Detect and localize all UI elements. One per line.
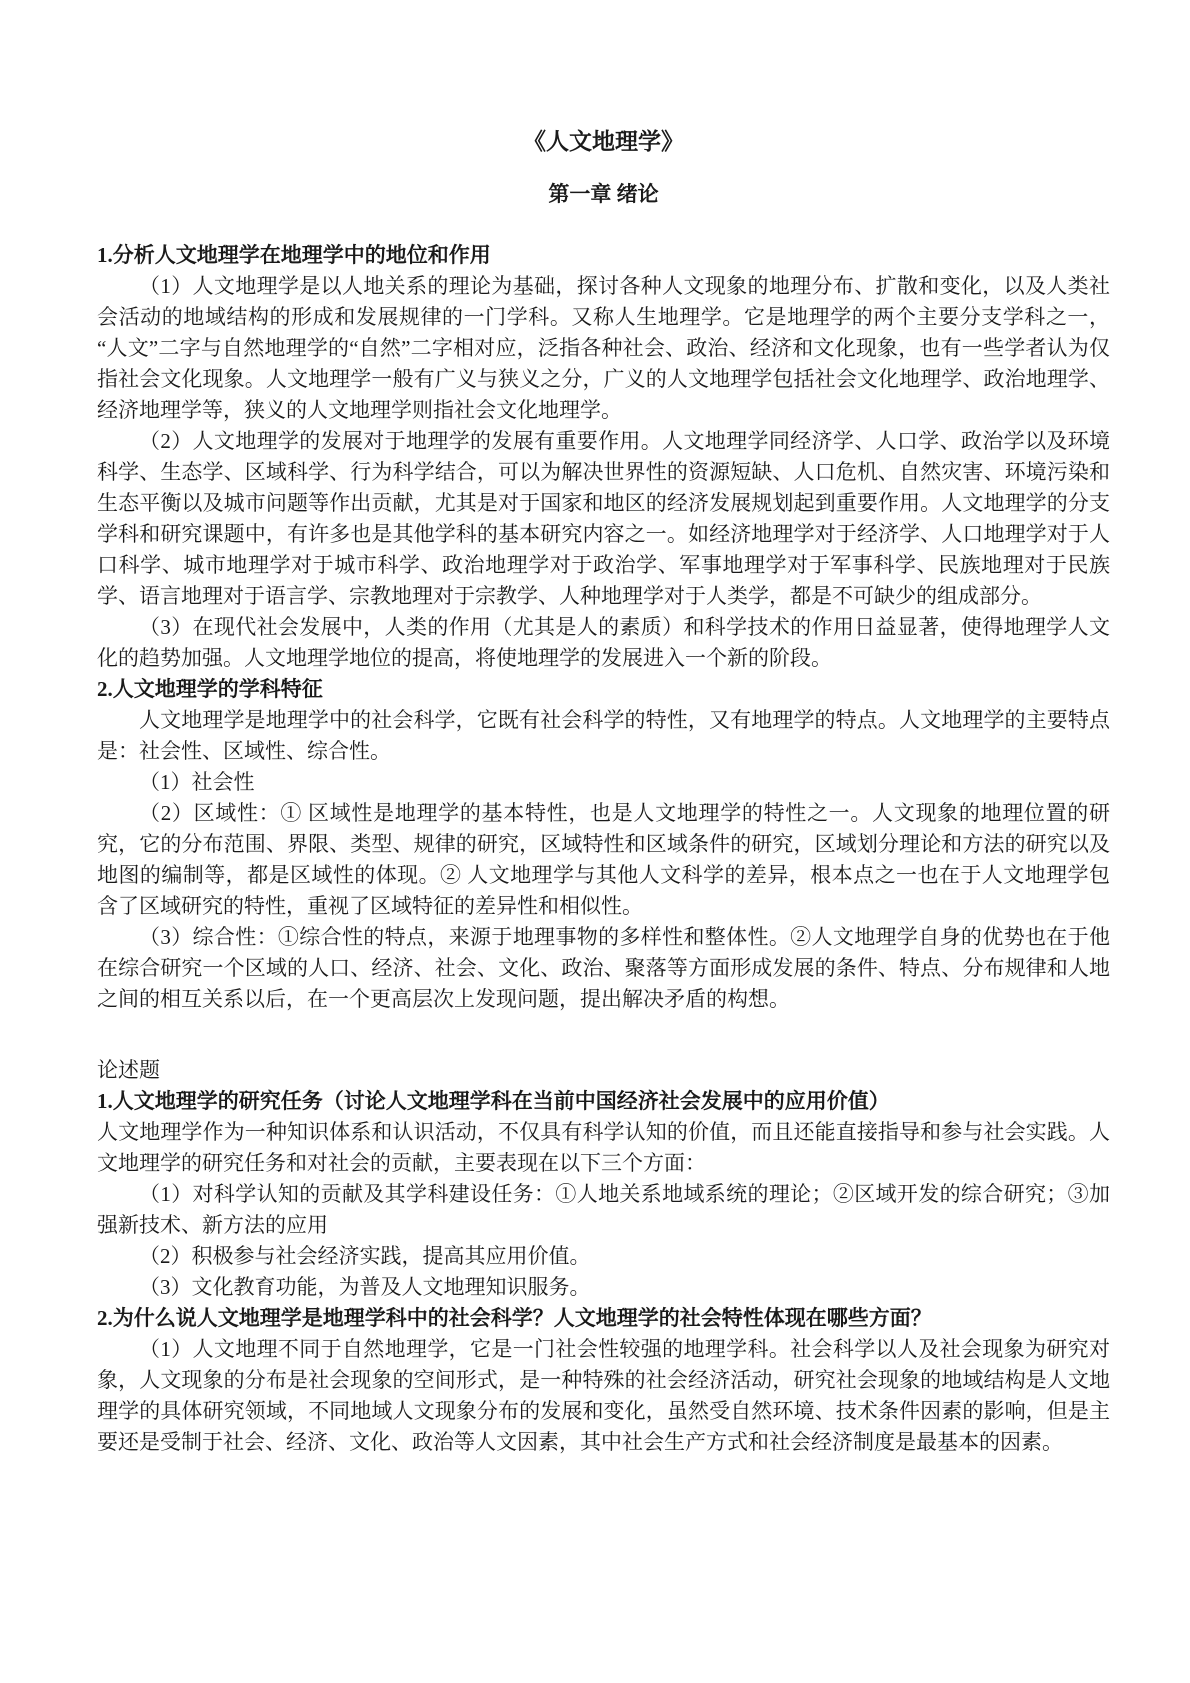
paragraph: （3）文化教育功能，为普及人文地理知识服务。 xyxy=(139,1275,591,1299)
paragraph: （3）综合性：①综合性的特点，来源于地理事物的多样性和整体性。②人文地理学自身的优势也在于他在综合研究一个区域的人口、经济、社会、文化、政治、聚落等方面形成发展的条件、特点、分布规律和人地之间的相互关系以后，在一个更高层次上发现问题，提出解决矛盾的构想。 xyxy=(97,925,1110,1011)
paragraph: （3）在现代社会发展中，人类的作用（尤其是人的素质）和科学技术的作用日益显著，使得地理学人文化的趋势加强。人文地理学地位的提高，将使地理学的发展进入一个新的阶段。 xyxy=(97,615,1110,670)
section-heading: 1.人文地理学的研究任务（讨论人文地理学科在当前中国经济社会发展中的应用价值） xyxy=(97,1089,890,1113)
paragraph: （2）积极参与社会经济实践，提高其应用价值。 xyxy=(139,1244,591,1268)
section-heading: 1.分析人文地理学在地理学中的地位和作用 xyxy=(97,243,491,267)
doc-title: 《人文地理学》 xyxy=(523,129,684,154)
section-heading: 2.人文地理学的学科特征 xyxy=(97,677,323,701)
paragraph: （1）对科学认知的贡献及其学科建设任务：①人地关系地域系统的理论；②区域开发的综合研究；③加强新技术、新方法的应用 xyxy=(97,1182,1110,1237)
paragraph: （1）人文地理学是以人地关系的理论为基础，探讨各种人文现象的地理分布、扩散和变化，以及人类社会活动的地域结构的形成和发展规律的一门学科。又称人生地理学。它是地理学的两个主要分支学科之一，“人文”二字与自然地理学的“自然”二字相对应，泛指各种社会、政治、经济和文化现象，也有一些学者认为仅指社会文化现象。人文地理学一般有广义与狭义之分，广义的人文地理学包括社会文化地理学、政治地理学、经济地理学等，狭义的人文地理学则指社会文化地理学。 xyxy=(97,274,1110,422)
paragraph: 论述题 xyxy=(97,1058,160,1082)
paragraph: （2）人文地理学的发展对于地理学的发展有重要作用。人文地理学同经济学、人口学、政治学以及环境科学、生态学、区域科学、行为科学结合，可以为解决世界性的资源短缺、人口危机、自然灾害、环境污染和生态平衡以及城市问题等作出贡献，尤其是对于国家和地区的经济发展规划起到重要作用。人文地理学的分支学科和研究课题中，有许多也是其他学科的基本研究内容之一。如经济地理学对于经济学、人口地理学对于人口科学、城市地理学对于城市科学、政治地理学对于政治学、军事地理学对于军事科学、民族地理对于民族学、语言地理对于语言学、宗教地理对于宗教学、人种地理学对于人类学，都是不可缺少的组成部分。 xyxy=(97,429,1110,608)
spacer xyxy=(97,1015,1110,1055)
section-heading: 2.为什么说人文地理学是地理学科中的社会科学？人文地理学的社会特性体现在哪些方面？ xyxy=(97,1306,932,1330)
paragraph: （1）社会性 xyxy=(139,770,255,794)
document-body xyxy=(97,240,1110,1458)
paragraph: 人文地理学是地理学中的社会科学，它既有社会科学的特性，又有地理学的特点。人文地理学的主要特点是：社会性、区域性、综合性。 xyxy=(97,708,1110,763)
paragraph: 人文地理学作为一种知识体系和认识活动，不仅具有科学认知的价值，而且还能直接指导和参与社会实践。人文地理学的研究任务和对社会的贡献，主要表现在以下三个方面： xyxy=(97,1120,1110,1175)
paragraph: （1）人文地理不同于自然地理学，它是一门社会性较强的地理学科。社会科学以人及社会现象为研究对象，人文现象的分布是社会现象的空间形式，是一种特殊的社会经济活动，研究社会现象的地域结构是人文地理学的具体研究领域，不同地域人文现象分布的发展和变化，虽然受自然环境、技术条件因素的影响，但是主要还是受制于社会、经济、文化、政治等人文因素，其中社会生产方式和社会经济制度是最基本的因素。 xyxy=(97,1337,1110,1454)
paragraph: （2）区域性：① 区域性是地理学的基本特性，也是人文地理学的特性之一。人文现象的地理位置的研究，它的分布范围、界限、类型、规律的研究，区域特性和区域条件的研究，区域划分理论和方法的研究以及地图的编制等，都是区域性的体现。② 人文地理学与其他人文科学的差异，根本点之一也在于人文地理学包含了区域研究的特性，重视了区域特征的差异性和相似性。 xyxy=(97,801,1110,918)
chapter-title: 第一章 绪论 xyxy=(548,182,659,206)
